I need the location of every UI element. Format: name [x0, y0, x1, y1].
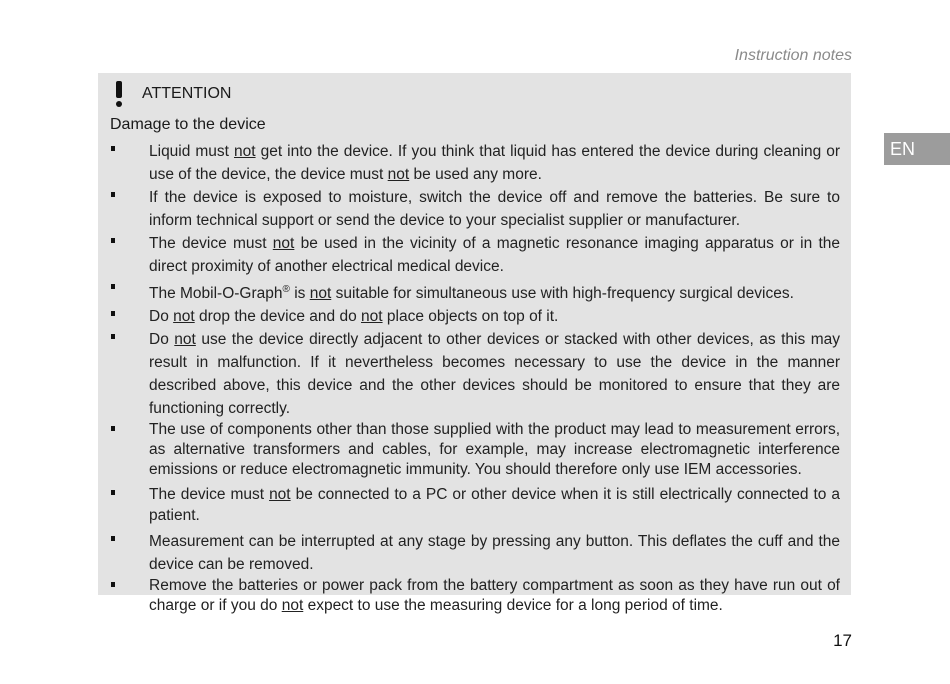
warning-item-9: Measurement can be interrupted at any stage by pressing any button. This deflates the cuff and the device can be removed. [110, 530, 840, 576]
warning-item-2: If the device is exposed to moisture, switch the device off and remove the batteries. Be sure to inform technical support or send the device to your specialist supplier or manufacturer. [110, 186, 840, 232]
warning-item-6: Do not use the device directly adjacent to other devices or stacked with other devices, as this may result in malfunction. If it nevertheless becomes necessary to use the device in the manner described above, this device and the other devices should be monitored to ensure that they are functioning correctly. [110, 328, 840, 420]
warning-item-7: The use of components other than those supplied with the product may lead to measurement errors, as alternative transformers and cables, for example, may increase electromagnetic interference emissions or reduce electromagnetic immunity. You should therefore only use IEM accessories. [110, 420, 840, 480]
warning-item-8: The device must not be connected to a PC or other device when it is still electrically connected to a patient. [110, 484, 840, 526]
warning-item-5: Do not drop the device and do not place objects on top of it. [110, 305, 840, 328]
attention-label: ATTENTION [142, 85, 232, 102]
warning-item-4: The Mobil-O-Graph® is not suitable for simultaneous use with high-frequency surgical devices. [110, 278, 840, 305]
box-subtitle: Damage to the device [110, 116, 266, 133]
attention-header [110, 79, 840, 109]
exclamation-icon [114, 81, 124, 107]
warning-list [110, 140, 840, 616]
header-note: Instruction notes [734, 47, 852, 64]
warning-item-1: Liquid must not get into the device. If you think that liquid has entered the device during cleaning or use of the device, the device must not be used any more. [110, 140, 840, 186]
warning-item-3: The device must not be used in the vicinity of a magnetic resonance imaging apparatus or in the direct proximity of another electrical medical device. [110, 232, 840, 278]
attention-box [98, 73, 851, 615]
warning-item-10: Remove the batteries or power pack from the battery compartment as soon as they have run out of charge or if you do not expect to use the measuring device for a long period of time. [110, 576, 840, 616]
page-number: 17 [833, 631, 852, 650]
language-tab: EN [884, 133, 950, 165]
